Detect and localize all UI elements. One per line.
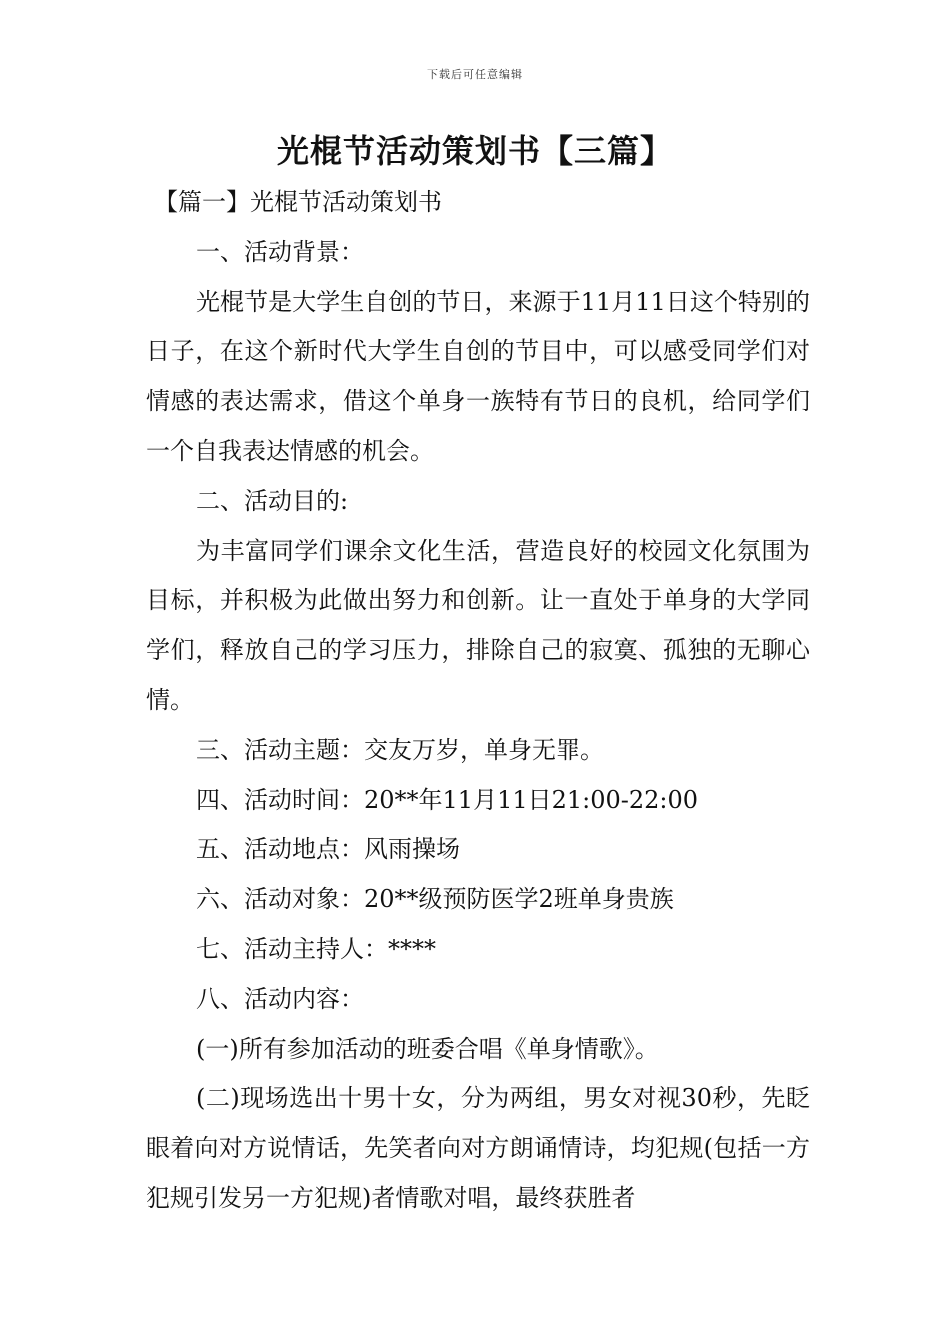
paragraph-background-body: 光棍节是大学生自创的节日，来源于11月11日这个特别的日子，在这个新时代大学生自创的节目中，可以感受同学们对情感的表达需求，借这个单身一族特有节日的良机，给同学们一个自我表达情感的机会。: [146, 287, 810, 465]
paragraph-background-heading: 一、活动背景：: [196, 237, 364, 266]
paragraph-location: 五、活动地点：风雨操场: [196, 835, 460, 864]
paragraph-theme: 三、活动主题：交友万岁，单身无罪。: [196, 735, 604, 764]
document-body: [146, 178, 810, 1224]
paragraph-audience: 六、活动对象：20**级预防医学2班单身贵族: [196, 885, 674, 914]
paragraph-time: 四、活动时间：20**年11月11日21:00-22:00: [196, 785, 699, 814]
section-heading: 【篇一】光棍节活动策划书: [154, 188, 442, 216]
paragraph-content-item-1: (一)所有参加活动的班委合唱《单身情歌》。: [196, 1034, 659, 1063]
paragraph-purpose-body: 为丰富同学们课余文化生活，营造良好的校园文化氛围为目标，并积极为此做出努力和创新。让一直处于单身的大学同学们，释放自己的学习压力，排除自己的寂寞、孤独的无聊心情。: [146, 536, 810, 714]
paragraph-purpose-heading: 二、活动目的:: [196, 486, 349, 515]
paragraph-host: 七、活动主持人：****: [196, 934, 436, 963]
paragraph-content-heading: 八、活动内容：: [196, 984, 364, 1013]
paragraph-content-item-2: (二)现场选出十男十女，分为两组，男女对视30秒，先眨眼着向对方说情话，先笑者向对方朗诵情诗，均犯规(包括一方犯规引发另一方犯规)者情歌对唱，最终获胜者: [146, 1084, 810, 1212]
document-title: 光棍节活动策划书【三篇】: [276, 132, 673, 170]
page-header-note: 下载后可任意编辑: [427, 68, 523, 81]
